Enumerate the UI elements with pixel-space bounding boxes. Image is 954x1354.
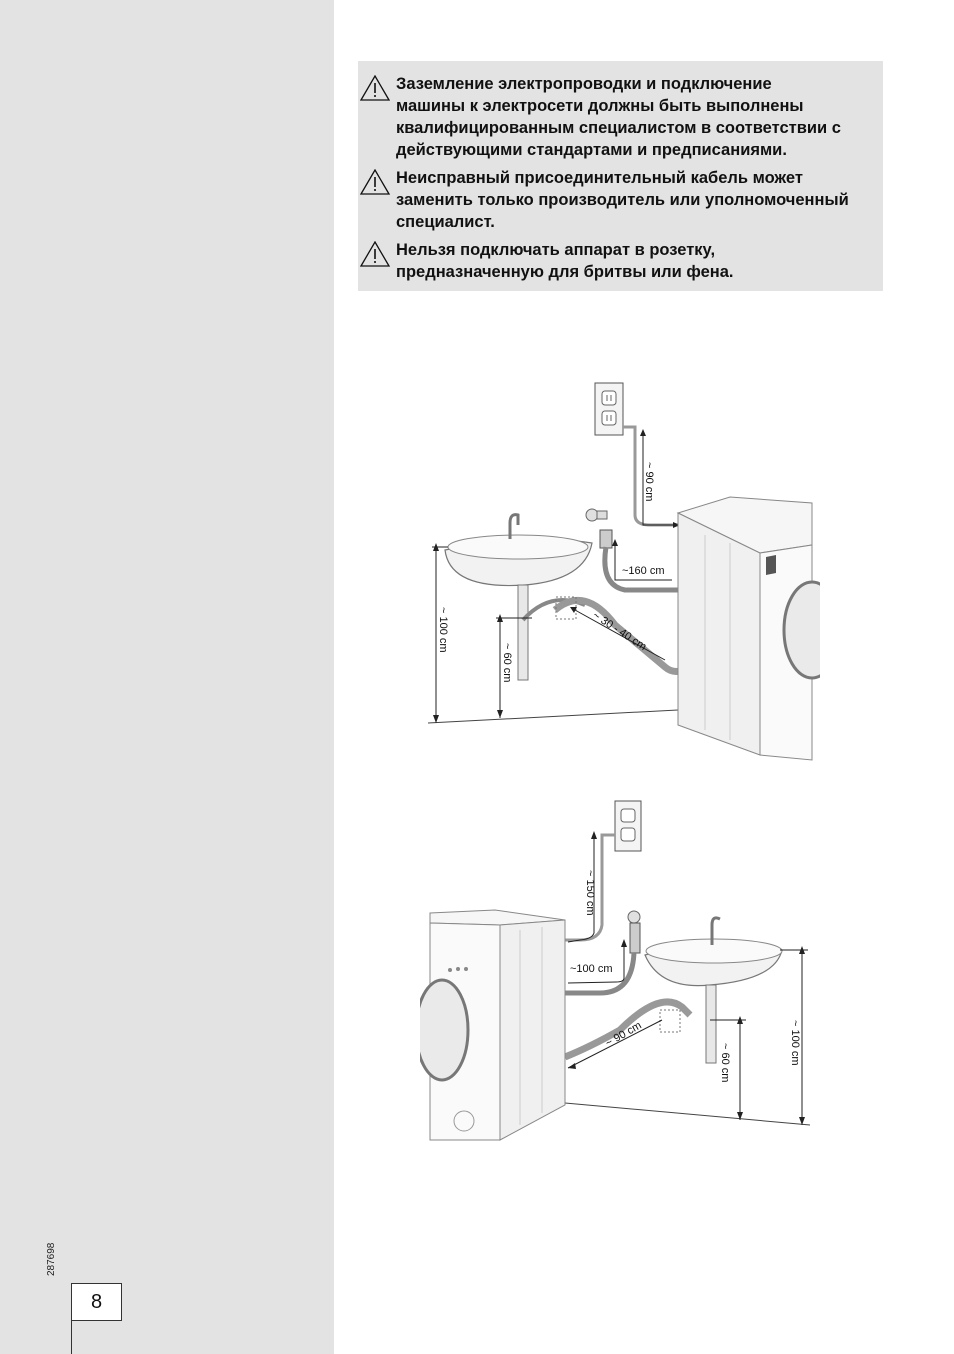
drain-height-label: ~ 60 cm [719, 1043, 731, 1083]
socket-distance-label: ~ 90 cm [643, 462, 655, 502]
tap-distance-label: ~160 cm [622, 565, 665, 577]
drain-distance-label: ~ 30 - 40 cm [590, 609, 649, 653]
tap-distance-label: ~100 cm [570, 963, 613, 975]
washing-machine-icon [420, 910, 565, 1140]
warning-item [360, 239, 886, 283]
drain-distance-label: ~ 90 cm [603, 1019, 644, 1050]
document-code: 287698 [46, 1242, 57, 1276]
left-margin [0, 0, 334, 1354]
warning-triangle-icon [360, 169, 390, 195]
wall-socket-icon [595, 383, 623, 435]
warning-text: Заземление электропроводки и подключение машины к электросети должны быть выполнены квалифицированным специалистом в соответствии с действующими стандартами и предписаниями. [396, 75, 841, 159]
page-number: 8 [71, 1283, 122, 1321]
sink-height-label: ~ 100 cm [789, 1020, 801, 1066]
warning-item [360, 73, 886, 161]
socket-distance-label: ~ 150 cm [584, 870, 596, 916]
drain-height-label: ~ 60 cm [501, 643, 513, 683]
warning-text: Нельзя подключать аппарат в розетку, предназначенную для бритвы или фена. [396, 241, 734, 281]
warning-triangle-icon [360, 75, 390, 101]
warning-triangle-icon [360, 241, 390, 267]
wall-socket-icon [615, 801, 641, 851]
sink-height-label: ~ 100 cm [437, 607, 449, 653]
warning-item [360, 167, 886, 233]
floor-line [565, 1103, 810, 1125]
installation-diagram-sink-left [410, 375, 820, 765]
installation-diagram-sink-right [420, 795, 820, 1145]
warning-box [358, 61, 883, 291]
sink-icon [645, 918, 782, 1063]
page-number-rule [71, 1319, 72, 1354]
floor-line [428, 710, 678, 723]
warning-text: Неисправный присоединительный кабель может заменить только производитель или уполномоченный специалист. [396, 169, 849, 231]
washing-machine-icon [678, 497, 820, 760]
water-tap-icon [628, 911, 640, 953]
